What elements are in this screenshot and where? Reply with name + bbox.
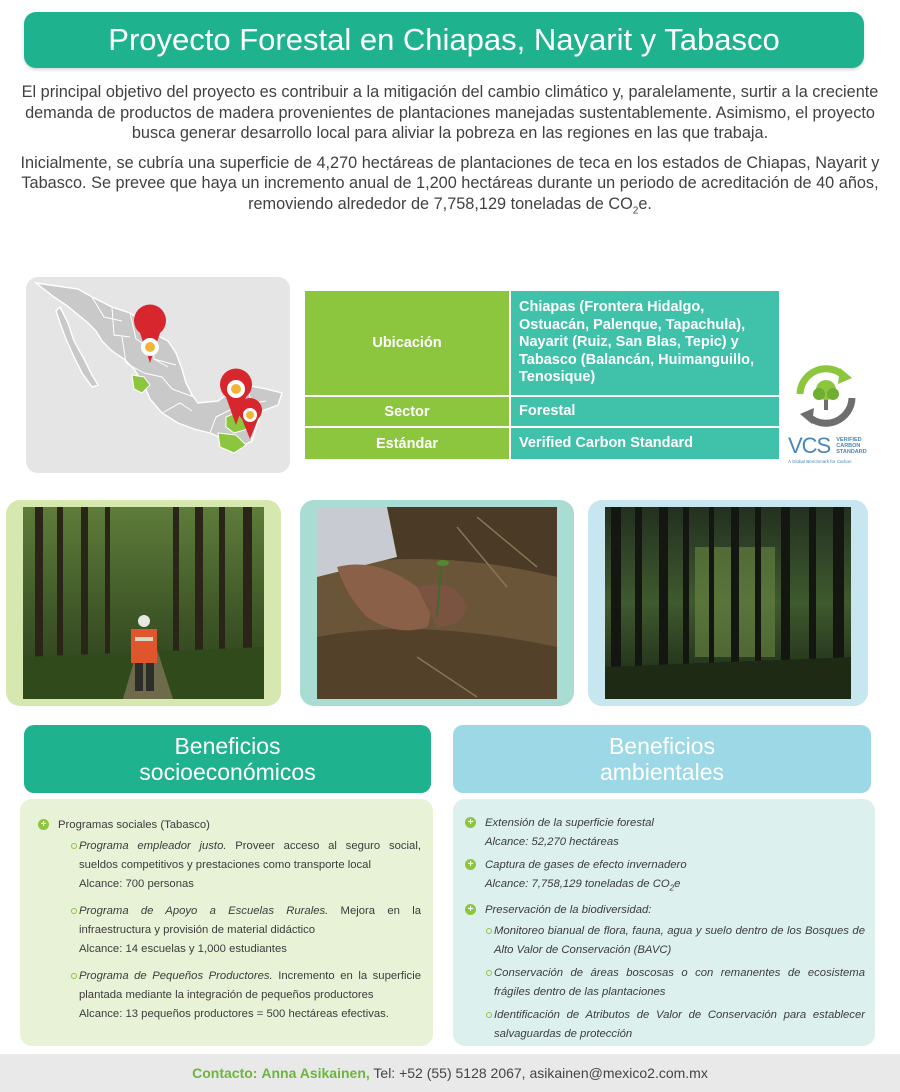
estandar-label: Estándar	[305, 428, 509, 459]
env-item-reach: Alcance: 7,758,129 toneladas de CO	[485, 878, 670, 890]
photo-forest-worker	[23, 507, 264, 699]
env-sub-text: Monitoreo bianual de flora, fauna, agua y suelo dentro de los Bosques de Alto Valor de Conservación (BAVC)	[494, 925, 865, 957]
heading-environmental-benefits	[453, 725, 871, 793]
list-item	[465, 901, 865, 920]
bullet-icon	[486, 970, 492, 976]
vcs-acronym: VCS	[788, 433, 831, 458]
bullet-icon	[71, 973, 77, 979]
social-programs-title: Programas sociales (Tabasco)	[58, 819, 210, 831]
mexico-map-svg	[26, 277, 290, 473]
project-info-table	[305, 291, 780, 461]
plus-icon: +	[465, 904, 476, 915]
socio-heading-line1: Beneficios	[174, 733, 281, 759]
contact-name: Anna Asikainen,	[261, 1065, 370, 1081]
sub-item-title: Programa empleador justo.	[79, 840, 227, 852]
intro-paragraph-2	[12, 153, 888, 222]
env-item-title: Extensión de la superficie forestal	[485, 817, 654, 829]
row-estandar	[305, 428, 780, 459]
env-heading-line2: ambientales	[599, 759, 725, 785]
co2-subscript: 2	[632, 204, 639, 216]
contact-footer	[0, 1054, 900, 1092]
sector-label: Sector	[305, 397, 509, 426]
sub-item-reach: Alcance: 14 escuelas y 1,000 estudiantes	[79, 943, 287, 955]
list-item	[465, 814, 865, 852]
env-item-title: Preservación de la biodiversidad:	[485, 904, 652, 917]
env-item-reach: Alcance: 52,270 hectáreas	[485, 836, 619, 848]
vcs-logo	[786, 364, 866, 464]
list-item	[465, 856, 865, 897]
vcs-line2: CARBON	[836, 443, 861, 449]
sub-item-title: Programa de Pequeños Productores.	[79, 970, 273, 982]
page-title: Proyecto Forestal en Chiapas, Nayarit y Tabasco	[24, 12, 864, 68]
env-item-reach-end: e	[674, 878, 681, 890]
contact-details: Tel: +52 (55) 5128 2067, asikainen@mexico2.com.mx	[369, 1065, 708, 1081]
ubicacion-label: Ubicación	[305, 291, 509, 395]
env-sub-text: Identificación de Atributos de Valor de Conservación para establecer salvaguardas de protección	[494, 1009, 865, 1041]
vcs-line1: VERIFIED	[836, 437, 862, 443]
sub-item-employer	[62, 837, 421, 894]
sub-item-desc: Mejora en la infraestructura y provisión de material didáctico	[79, 905, 421, 936]
bullet-icon	[486, 1012, 492, 1018]
env-sub-item	[477, 1006, 865, 1044]
plus-icon: +	[465, 817, 476, 828]
vcs-recycle-tree-icon	[786, 364, 866, 428]
env-item-title: Captura de gases de efecto invernadero	[485, 859, 687, 871]
sub-item-desc: Incremento en la superficie plantada mediante la integración de pequeños productores	[79, 970, 421, 1001]
env-sub-text: Conservación de áreas boscosas o con remanentes de ecosistema frágiles dentro de las plantaciones	[494, 967, 865, 999]
sector-value: Forestal	[511, 397, 779, 426]
heading-socioeconomic-benefits	[24, 725, 431, 793]
vcs-line3: STANDARD	[836, 449, 867, 455]
photo-card-planting	[300, 500, 574, 706]
intro-paragraph-2-end: e.	[638, 194, 652, 213]
intro-text	[12, 82, 888, 230]
vcs-tagline: A Global Benchmark for Carbon	[788, 459, 852, 464]
list-item	[38, 816, 421, 835]
bullet-icon	[71, 843, 77, 849]
photo-dark-forest	[605, 507, 851, 699]
sub-item-title: Programa de Apoyo a Escuelas Rurales.	[79, 905, 329, 917]
env-sub-item	[477, 964, 865, 1002]
socioeconomic-benefits-box	[20, 799, 433, 1046]
sub-item-reach: Alcance: 13 pequeños productores = 500 hectáreas efectivas.	[79, 1008, 389, 1020]
sub-item-schools	[62, 902, 421, 959]
row-sector	[305, 397, 780, 426]
intro-paragraph-1: El principal objetivo del proyecto es contribuir a la mitigación del cambio climático y, paralelamente, surtir a la creciente demanda de productos de madera provenientes de plantaciones manejadas sustentablemente. Asimismo, el proyecto busca generar desarrollo local para aliviar la pobreza en las regiones en las que trabaja.	[21, 83, 879, 142]
row-ubicacion	[305, 291, 780, 395]
ubicacion-value: Chiapas (Frontera Hidalgo, Ostuacán, Palenque, Tapachula), Nayarit (Ruiz, San Blas, Tepic) y Tabasco (Balancán, Huimanguillo, Tenosique)	[511, 291, 779, 395]
bullet-icon	[486, 928, 492, 934]
intro-paragraph-2-text: Inicialmente, se cubría una superficie de 4,270 hectáreas de plantaciones de teca en los estados de Chiapas, Nayarit y Tabasco. Se prevee que haya un incremento anual de 1,200 hectáreas durante un periodo de acreditación de 40 años, removiendo alrededor de 7,758,129 toneladas de CO	[20, 153, 880, 213]
photo-hands-planting	[317, 507, 557, 699]
socio-heading-line2: socioeconómicos	[139, 759, 316, 785]
sub-item-desc: Proveer acceso al seguro social, sueldos competitivos y prestaciones como transporte local	[79, 840, 421, 871]
sub-item-producers	[62, 967, 421, 1024]
sub-item-reach: Alcance: 700 personas	[79, 878, 194, 890]
estandar-value: Verified Carbon Standard	[511, 428, 779, 459]
env-sub-item	[477, 922, 865, 960]
photo-card-forest	[588, 500, 868, 706]
mexico-map	[26, 277, 290, 473]
contact-label: Contacto:	[192, 1065, 258, 1081]
environmental-benefits-box	[453, 799, 875, 1046]
co2-subscript: 2	[669, 883, 675, 893]
plus-icon: +	[38, 819, 49, 830]
bullet-icon	[71, 908, 77, 914]
plus-icon: +	[465, 859, 476, 870]
photo-card-worker	[6, 500, 281, 706]
env-heading-line1: Beneficios	[608, 733, 716, 759]
